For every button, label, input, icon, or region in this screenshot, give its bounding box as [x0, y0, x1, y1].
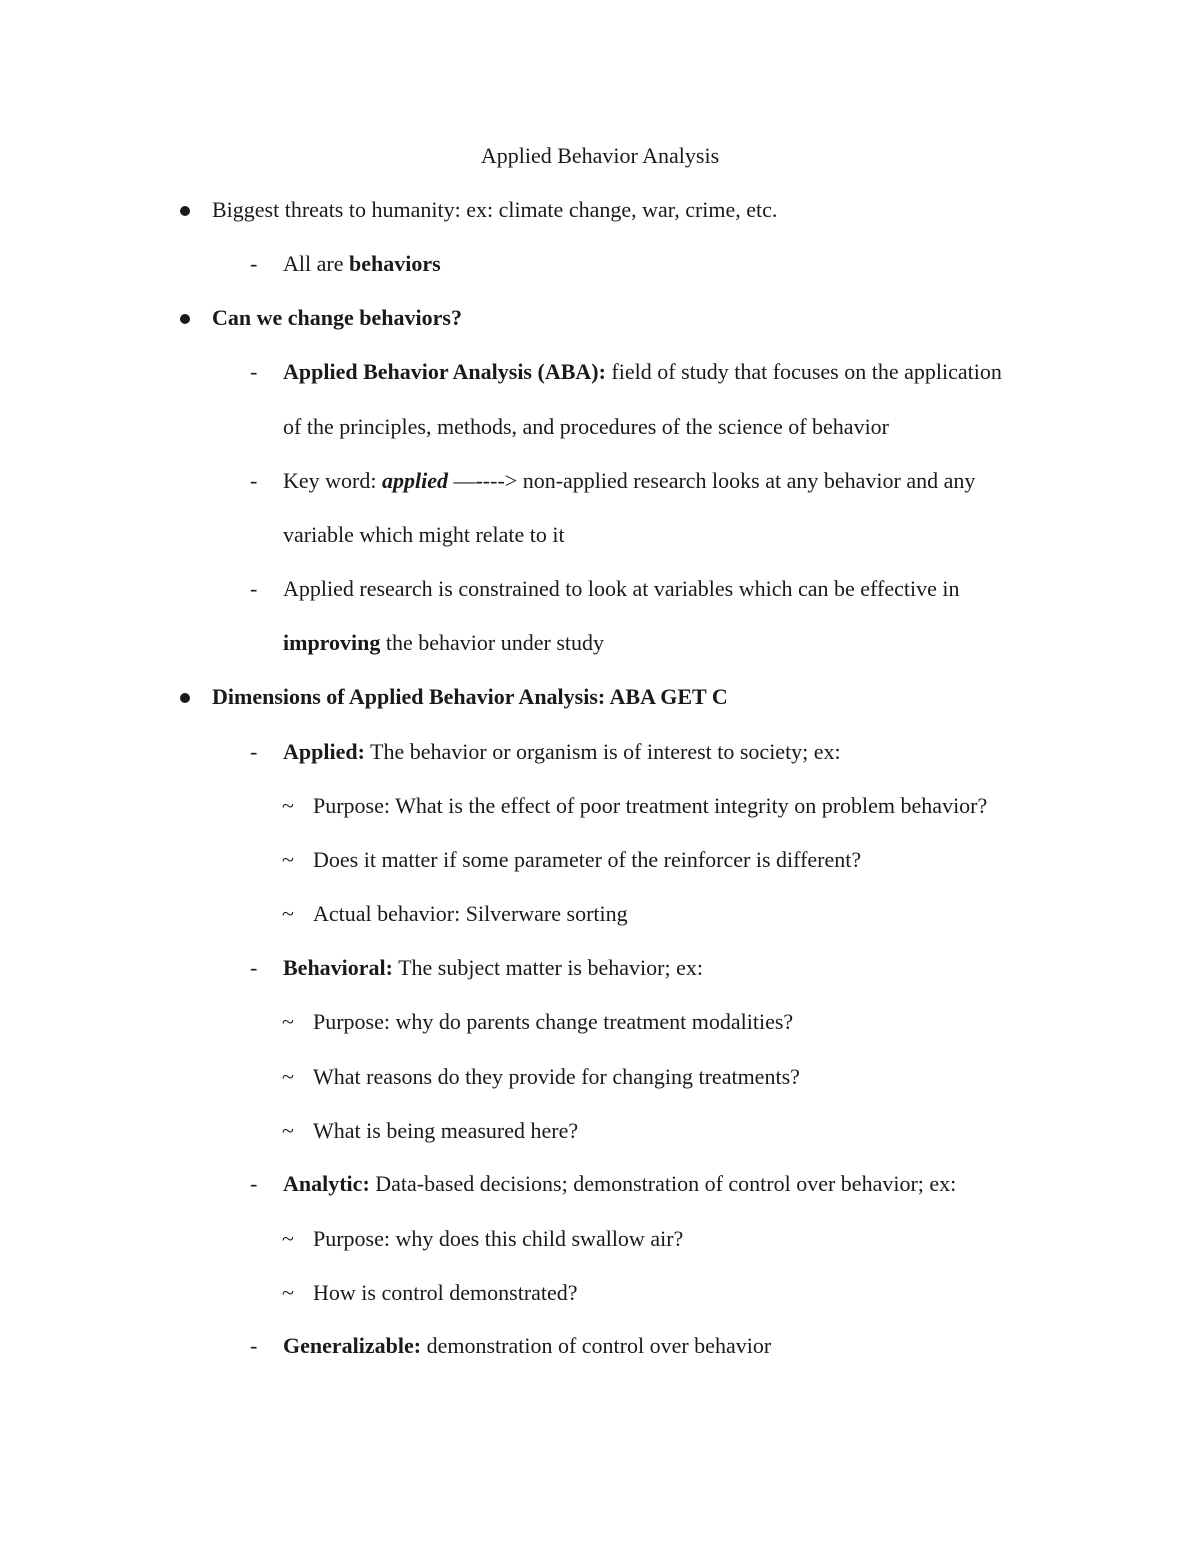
bold-heading: Can we change behaviors? — [212, 305, 462, 330]
dash-marker: - — [250, 1171, 258, 1196]
sub-item: Purpose: What is the effect of poor treatment integrity on problem behavior? — [313, 793, 988, 818]
bold-heading: Dimensions of Applied Behavior Analysis: ABA GET C — [212, 684, 728, 709]
sub-item: Purpose: why does this child swallow air? — [313, 1226, 684, 1251]
bold-term: Applied: — [283, 739, 365, 764]
dash-applied-research-cont — [283, 627, 604, 659]
dash-marker: - — [250, 739, 258, 764]
bold-term: Generalizable: — [283, 1333, 422, 1358]
bullet-marker — [180, 314, 190, 324]
dash-marker: - — [250, 359, 258, 384]
tilde-marker: ~ — [282, 847, 294, 872]
dimension-behavioral — [283, 952, 703, 984]
sub-item: Actual behavior: Silverware sorting — [313, 901, 628, 926]
tilde-marker: ~ — [282, 1118, 294, 1143]
text-segment: —----> non-applied research looks at any behavior and any — [447, 468, 976, 493]
sub-item: What is being measured here? — [313, 1118, 579, 1143]
sub-item: What reasons do they provide for changing treatments? — [313, 1064, 800, 1089]
dash-all-are-behaviors — [283, 248, 441, 280]
tilde-marker: ~ — [282, 901, 294, 926]
dash-aba-definition-cont: of the principles, methods, and procedures of the science of behavior — [283, 414, 890, 439]
dimension-analytic — [283, 1168, 956, 1200]
bullet-dimensions — [212, 681, 728, 713]
bullet-threats: Biggest threats to humanity: ex: climate change, war, crime, etc. — [212, 197, 778, 222]
dash-marker: - — [250, 955, 258, 980]
text-segment: the behavior under study — [380, 630, 604, 655]
bullet-marker — [180, 693, 190, 703]
dimension-applied — [283, 736, 841, 768]
sub-item: Does it matter if some parameter of the reinforcer is different? — [313, 847, 862, 872]
text-segment: demonstration of control over behavior — [421, 1333, 772, 1358]
dimension-generalizable — [283, 1330, 771, 1362]
text-segment: The subject matter is behavior; ex: — [393, 955, 703, 980]
dash-applied-research: Applied research is constrained to look at variables which can be effective in — [283, 576, 960, 601]
bold-term: Applied Behavior Analysis (ABA): — [283, 359, 606, 384]
bold-term: Behavioral: — [283, 955, 393, 980]
dash-marker: - — [250, 576, 258, 601]
sub-item: Purpose: why do parents change treatment modalities? — [313, 1009, 794, 1034]
dash-marker: - — [250, 1333, 258, 1358]
bullet-marker — [180, 206, 190, 216]
text-segment: Key word: — [283, 468, 382, 493]
bold-term: Analytic: — [283, 1171, 370, 1196]
document-title: Applied Behavior Analysis — [480, 143, 720, 168]
dash-marker: - — [250, 251, 258, 276]
text-segment: The behavior or organism is of interest to society; ex: — [364, 739, 841, 764]
dash-marker: - — [250, 468, 258, 493]
text-segment: Data-based decisions; demonstration of control over behavior; ex: — [369, 1171, 957, 1196]
tilde-marker: ~ — [282, 1064, 294, 1089]
text-segment: All are — [283, 251, 349, 276]
tilde-marker: ~ — [282, 1009, 294, 1034]
tilde-marker: ~ — [282, 1226, 294, 1251]
sub-item: How is control demonstrated? — [313, 1280, 578, 1305]
text-segment: field of study that focuses on the application — [605, 359, 1002, 384]
bullet-can-we-change — [212, 302, 462, 334]
dash-key-word-cont: variable which might relate to it — [283, 522, 565, 547]
tilde-marker: ~ — [282, 793, 294, 818]
dash-aba-definition — [283, 356, 1002, 388]
bold-term: improving — [283, 630, 381, 655]
bold-italic-term: applied — [381, 468, 448, 493]
tilde-marker: ~ — [282, 1280, 294, 1305]
bold-term: behaviors — [348, 251, 441, 276]
dash-key-word — [283, 465, 975, 497]
